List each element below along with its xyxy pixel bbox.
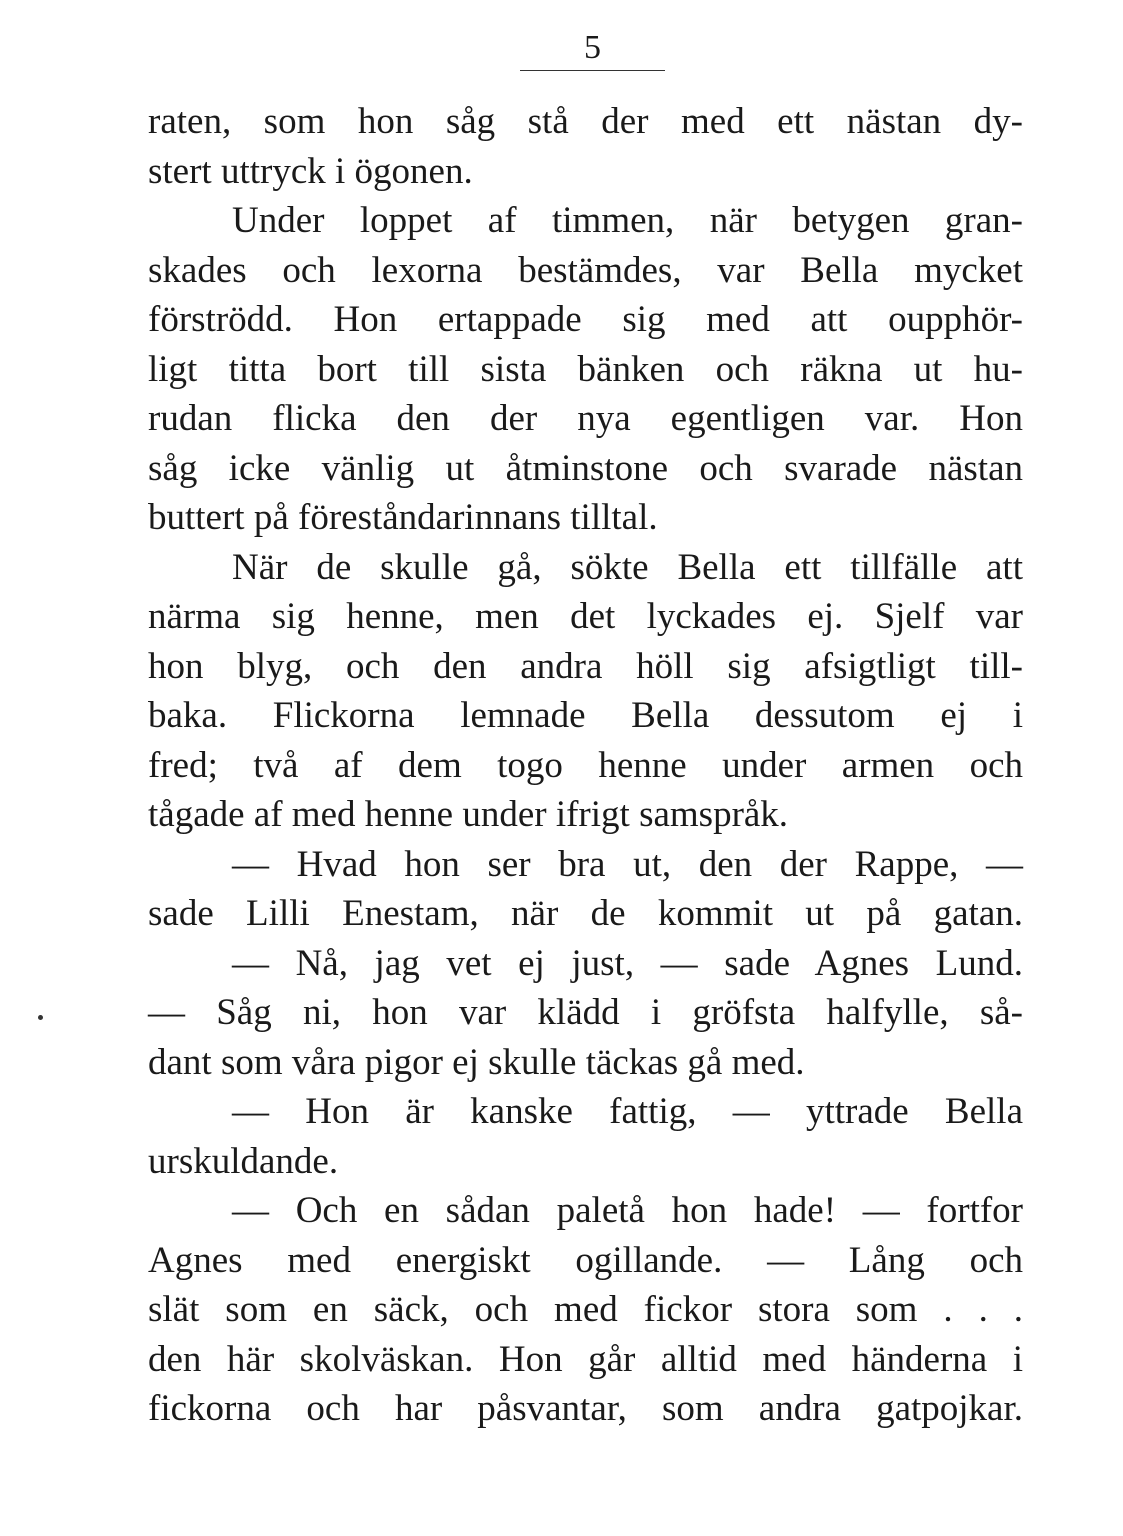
text-line: — Hon är kanske fattig, — yttrade Bella [232, 1091, 1023, 1132]
text-line: fickorna och har påsvantar, som andra gatpojkar. [148, 1388, 1023, 1429]
text-line: skades och lexorna bestämdes, var Bella mycket [148, 249, 1023, 291]
text-line: tågade af med henne under ifrigt samspråk. [148, 794, 789, 835]
text-line: När de skulle gå, sökte Bella ett tillfälle att [232, 546, 1023, 588]
header-rule [520, 70, 665, 71]
stray-mark [38, 1015, 43, 1020]
text-line: Under loppet af timmen, när betygen gran- [232, 200, 1023, 241]
text-line: raten, som hon såg stå der med ett nästan dy- [148, 101, 1023, 142]
text-line: — Och en sådan paletå hon hade! — fortfor [232, 1190, 1023, 1231]
text-line: buttert på föreståndarinnans tilltal. [148, 497, 658, 538]
text-line: förströdd. Hon ertappade sig med att oupphör- [148, 299, 1023, 340]
text-line: rudan flicka den der nya egentligen var. Hon [148, 398, 1023, 439]
text-line: fred; två af dem togo henne under armen och [148, 744, 1023, 786]
text-line: den här skolväskan. Hon går alltid med händerna i [148, 1338, 1023, 1380]
body-text [148, 97, 1023, 1434]
text-line: såg icke vänlig ut åtminstone och svarade nästan [148, 447, 1023, 489]
text-line: urskuldande. [148, 1140, 339, 1182]
text-line: — Hvad hon ser bra ut, den der Rappe, — [232, 843, 1023, 885]
text-line: ligt titta bort till sista bänken och räkna ut hu- [148, 348, 1023, 390]
text-line: — Nå, jag vet ej just, — sade Agnes Lund. [232, 942, 1023, 984]
text-line: — Såg ni, hon var klädd i gröfsta halfylle, så- [148, 992, 1023, 1033]
text-line: Agnes med energiskt ogillande. — Lång och [148, 1239, 1023, 1281]
text-line: sade Lilli Enestam, när de kommit ut på gatan. [148, 893, 1023, 934]
text-line: närma sig henne, men det lyckades ej. Sjelf var [148, 596, 1023, 637]
page-number: 5 [584, 29, 601, 66]
text-line: slät som en säck, och med fickor stora som . . . [148, 1289, 1023, 1330]
text-line: hon blyg, och den andra höll sig afsigtligt till- [148, 645, 1023, 687]
text-line: baka. Flickorna lemnade Bella dessutom ej i [148, 695, 1023, 736]
text-line: dant som våra pigor ej skulle täckas gå med. [148, 1041, 805, 1083]
text-line: stert uttryck i ögonen. [148, 150, 473, 192]
